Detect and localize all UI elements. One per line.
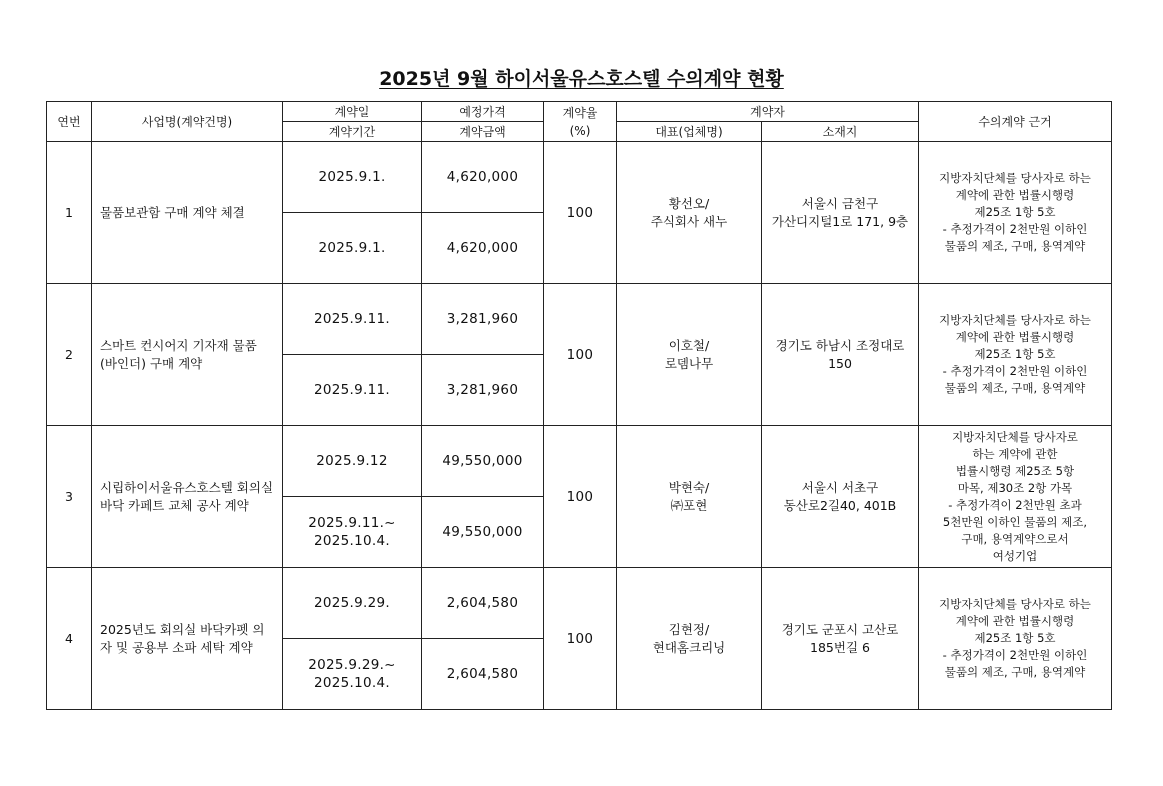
- row-rate: 100: [544, 284, 617, 426]
- header-basis: 수의계약 근거: [919, 102, 1112, 142]
- row-representative: 이호철/ 로뎀나무: [617, 284, 762, 426]
- row-rate: 100: [544, 142, 617, 284]
- row-no: 1: [47, 142, 92, 284]
- row-contract-date: 2025.9.12: [283, 426, 422, 497]
- row-rate: 100: [544, 568, 617, 710]
- row-location: 서울시 금천구 가산디지털1로 171, 9층: [762, 142, 919, 284]
- row-project: 2025년도 회의실 바닥카펫 의 자 및 공용부 소파 세탁 계약: [92, 568, 283, 710]
- header-contractor: 계약자: [617, 102, 919, 122]
- row-contract-date: 2025.9.29.: [283, 568, 422, 639]
- row-contract-period: 2025.9.11.~ 2025.10.4.: [283, 497, 422, 568]
- header-estimated-price: 예정가격: [422, 102, 544, 122]
- row-contract-amount: 49,550,000: [422, 497, 544, 568]
- header-contract-date: 계약일: [283, 102, 422, 122]
- row-contract-date: 2025.9.1.: [283, 142, 422, 213]
- row-estimated-price: 4,620,000: [422, 142, 544, 213]
- page-title-text: 2025년 9월 하이서울유스호스텔 수의계약 현황: [379, 68, 784, 90]
- table-row: [47, 284, 1112, 355]
- row-contract-amount: 4,620,000: [422, 213, 544, 284]
- row-no: 3: [47, 426, 92, 568]
- row-no: 4: [47, 568, 92, 710]
- row-contract-period: 2025.9.11.: [283, 355, 422, 426]
- row-project: 스마트 컨시어지 기자재 물품 (바인더) 구매 계약: [92, 284, 283, 426]
- header-project: 사업명(계약건명): [92, 102, 283, 142]
- row-estimated-price: 3,281,960: [422, 284, 544, 355]
- row-basis: 지방자치단체를 당사자로 하는 계약에 관한 법률시행령 제25조 1항 5호 - 추정가격이 2천만원 이하인 물품의 제조, 구매, 용역계약: [919, 284, 1112, 426]
- row-project: 시립하이서울유스호스텔 회의실 바닥 카페트 교체 공사 계약: [92, 426, 283, 568]
- row-contract-period: 2025.9.29.~ 2025.10.4.: [283, 639, 422, 710]
- row-contract-amount: 2,604,580: [422, 639, 544, 710]
- row-contract-period: 2025.9.1.: [283, 213, 422, 284]
- row-basis: 지방자치단체를 당사자로 하는 계약에 관한 법률시행령 제25조 5항 마목, 제30조 2항 가목 - 추정가격이 2천만원 초과 5천만원 이하인 물품의 제조, 구매, 용역계약으로서 여성기업: [919, 426, 1112, 568]
- row-representative: 김현정/ 현대홈크리닝: [617, 568, 762, 710]
- row-basis: 지방자치단체를 당사자로 하는 계약에 관한 법률시행령 제25조 1항 5호 - 추정가격이 2천만원 이하인 물품의 제조, 구매, 용역계약: [919, 568, 1112, 710]
- row-representative: 황선오/ 주식회사 새누: [617, 142, 762, 284]
- table-row: [47, 426, 1112, 497]
- header-representative: 대표(업체명): [617, 122, 762, 142]
- header-contract-amount: 계약금액: [422, 122, 544, 142]
- header-location: 소재지: [762, 122, 919, 142]
- row-estimated-price: 2,604,580: [422, 568, 544, 639]
- table-row: [47, 142, 1112, 213]
- row-contract-date: 2025.9.11.: [283, 284, 422, 355]
- header-no: 연번: [47, 102, 92, 142]
- row-contract-amount: 3,281,960: [422, 355, 544, 426]
- table-header: [47, 102, 1112, 142]
- row-project: 물품보관함 구매 계약 체결: [92, 142, 283, 284]
- row-estimated-price: 49,550,000: [422, 426, 544, 497]
- contracts-table: [46, 101, 1112, 710]
- header-contract-period: 계약기간: [283, 122, 422, 142]
- row-location: 서울시 서초구 동산로2길40, 401B: [762, 426, 919, 568]
- row-no: 2: [47, 284, 92, 426]
- row-location: 경기도 군포시 고산로 185번길 6: [762, 568, 919, 710]
- row-representative: 박현숙/ ㈜포현: [617, 426, 762, 568]
- header-contract-rate: 계약율 (%): [544, 102, 617, 142]
- page-title: [0, 64, 1163, 91]
- row-location: 경기도 하남시 조정대로 150: [762, 284, 919, 426]
- row-rate: 100: [544, 426, 617, 568]
- row-basis: 지방자치단체를 당사자로 하는 계약에 관한 법률시행령 제25조 1항 5호 - 추정가격이 2천만원 이하인 물품의 제조, 구매, 용역계약: [919, 142, 1112, 284]
- table-row: [47, 568, 1112, 639]
